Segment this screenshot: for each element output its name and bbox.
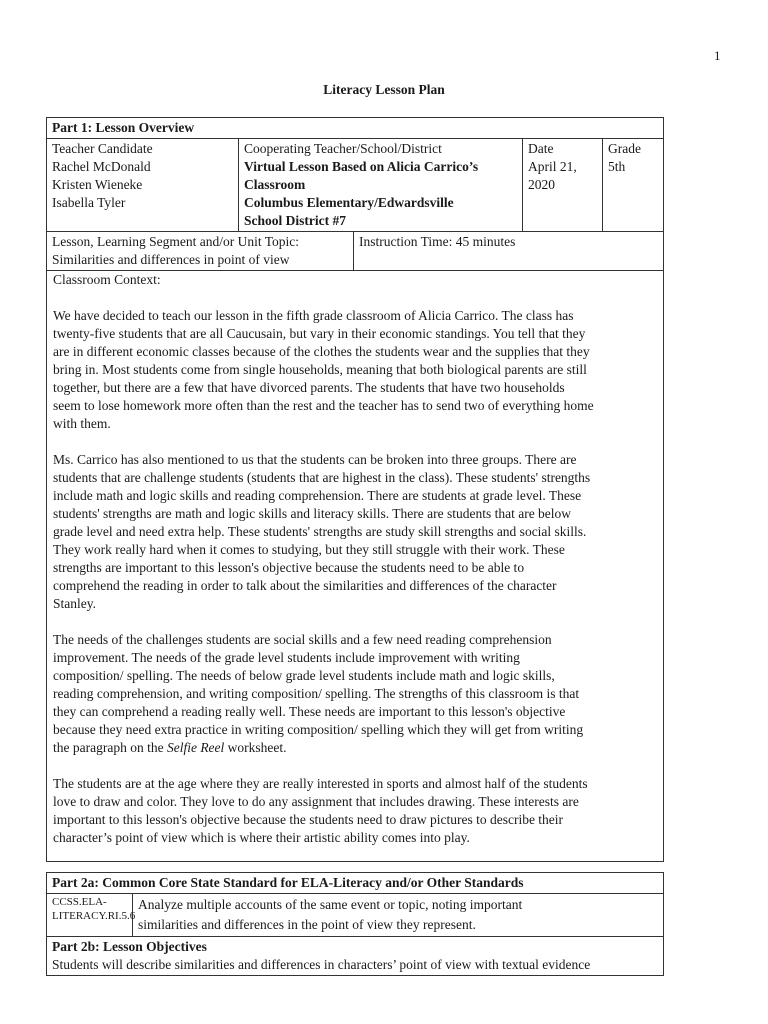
paragraph-line: they can comprehend a reading really well. These needs are important to this lesson's objective bbox=[53, 704, 566, 719]
document-title: Literacy Lesson Plan bbox=[323, 82, 445, 97]
standard-text-cell bbox=[133, 894, 664, 937]
cooperating-line: Columbus Elementary/Edwardsville bbox=[244, 195, 454, 210]
paragraph-line: improvement. The needs of the grade level students include improvement with writing bbox=[53, 650, 520, 665]
worksheet-prefix: the paragraph on the bbox=[53, 740, 167, 755]
paragraph-line: important to this lesson's objective because the students need to draw pictures to describe their bbox=[53, 812, 564, 827]
standard-code-cell bbox=[47, 894, 136, 937]
lesson-overview-table bbox=[46, 117, 664, 862]
classroom-context-label: Classroom Context: bbox=[53, 272, 161, 287]
worksheet-suffix: worksheet. bbox=[224, 740, 287, 755]
paragraph-line: We have decided to teach our lesson in the fifth grade classroom of Alicia Carrico. The class has bbox=[53, 308, 574, 323]
cooperating-line: Classroom bbox=[244, 177, 306, 192]
date-value: 2020 bbox=[528, 177, 555, 192]
teacher-name: Kristen Wieneke bbox=[52, 177, 143, 192]
date-label: Date bbox=[528, 141, 554, 156]
cooperating-line: Virtual Lesson Based on Alicia Carrico’s bbox=[244, 159, 479, 174]
paragraph-line: strengths are important to this lesson's objective because the students need to be able to bbox=[53, 560, 525, 575]
teacher-info-row bbox=[47, 139, 664, 232]
date-value: April 21, bbox=[528, 159, 577, 174]
context-paragraph-4 bbox=[53, 775, 657, 847]
part1-header: Part 1: Lesson Overview bbox=[47, 118, 664, 139]
paragraph-line: because they need extra practice in writing composition/ spelling which they will get from writing bbox=[53, 722, 584, 737]
grade-value: 5th bbox=[608, 159, 626, 174]
classroom-context-row bbox=[47, 271, 664, 862]
page-number: 1 bbox=[714, 48, 721, 63]
paragraph-line: are in different economic classes because of the clothes the students wear and the supplies that they bbox=[53, 344, 590, 359]
paragraph-line: love to draw and color. They love to do any assignment that includes drawing. These interests are bbox=[53, 794, 579, 809]
standard-code: LITERACY.RI.5.6 bbox=[52, 910, 136, 922]
paragraph-line: The needs of the challenges students are social skills and a few need reading comprehension bbox=[53, 632, 552, 647]
topic-label: Lesson, Learning Segment and/or Unit Topic: bbox=[52, 234, 300, 249]
paragraph-line: include math and logic skills and reading comprehension. There are students at grade level. These bbox=[53, 488, 582, 503]
standard-text: Analyze multiple accounts of the same event or topic, noting important bbox=[138, 897, 523, 912]
paragraph-line bbox=[53, 739, 657, 757]
grade-cell bbox=[603, 139, 664, 232]
paragraph-line: students that are challenge students (students that are highest in the class). These students' strengths bbox=[53, 470, 591, 485]
paragraph-line: bring in. Most students come from single households, meaning that both biological parents are still bbox=[53, 362, 587, 377]
cooperating-line: School District #7 bbox=[244, 213, 346, 228]
paragraph-line: composition/ spelling. The needs of below grade level students include math and logic skills, bbox=[53, 668, 555, 683]
context-paragraph-1 bbox=[53, 307, 657, 433]
paragraph-line: with them. bbox=[53, 416, 111, 431]
cooperating-label: Cooperating Teacher/School/District bbox=[244, 141, 442, 156]
topic-row bbox=[47, 232, 664, 271]
paragraph-line: twenty-five students that are all Caucusain, but vary in their economic standings. You tell that they bbox=[53, 326, 586, 341]
part2a-header: Part 2a: Common Core State Standard for ELA-Literacy and/or Other Standards bbox=[47, 873, 664, 894]
paragraph-line: The students are at the age where they are really interested in sports and almost half of the students bbox=[53, 776, 588, 791]
context-paragraph-2 bbox=[53, 451, 657, 613]
grade-label: Grade bbox=[608, 141, 641, 156]
paragraph-line: They work really hard when it comes to studying, but they still struggle with their work. These bbox=[53, 542, 565, 557]
instruction-time-cell bbox=[354, 232, 664, 271]
paragraph-line: comprehend the reading in order to talk about the similarities and differences of the character bbox=[53, 578, 557, 593]
paragraph-line: together, but there are a few that have divorced parents. The students that have two households bbox=[53, 380, 565, 395]
paragraph-line: Stanley. bbox=[53, 596, 96, 611]
instruction-time: Instruction Time: 45 minutes bbox=[359, 234, 516, 249]
standard-row bbox=[47, 894, 664, 937]
paragraph-line: character’s point of view which is where their artistic ability comes into play. bbox=[53, 830, 470, 845]
paragraph-line: Ms. Carrico has also mentioned to us that the students can be broken into three groups. There are bbox=[53, 452, 577, 467]
standards-table bbox=[46, 872, 664, 976]
teacher-name: Isabella Tyler bbox=[52, 195, 126, 210]
topic-cell bbox=[47, 232, 354, 271]
context-paragraph-3 bbox=[53, 631, 657, 757]
teacher-cell bbox=[47, 139, 239, 232]
part2b-header: Part 2b: Lesson Objectives bbox=[52, 939, 207, 954]
paragraph-line: grade level and need extra help. These students' strengths are study skill strengths and social skills. bbox=[53, 524, 587, 539]
standard-code: CCSS.ELA- bbox=[52, 896, 107, 908]
worksheet-name: Selfie Reel bbox=[166, 740, 225, 755]
classroom-context-cell bbox=[47, 271, 664, 862]
paragraph-line: reading comprehension, and writing composition/ spelling. The strengths of this classroom is that bbox=[53, 686, 580, 701]
cooperating-teacher-cell bbox=[239, 139, 523, 232]
teacher-label: Teacher Candidate bbox=[52, 141, 153, 156]
teacher-name: Rachel McDonald bbox=[52, 159, 151, 174]
paragraph-line: seem to lose homework more often than the rest and the teacher has to send two of everything home bbox=[53, 398, 594, 413]
objectives-cell bbox=[47, 937, 664, 976]
date-cell bbox=[523, 139, 603, 232]
topic-value: Similarities and differences in point of view bbox=[52, 252, 290, 267]
standard-text: similarities and differences in the point of view they represent. bbox=[138, 917, 476, 932]
paragraph-line: students' strengths are math and logic skills and literacy skills. There are students that are below bbox=[53, 506, 572, 521]
lesson-objective: Students will describe similarities and differences in characters’ point of view with textual evidence bbox=[52, 957, 591, 972]
